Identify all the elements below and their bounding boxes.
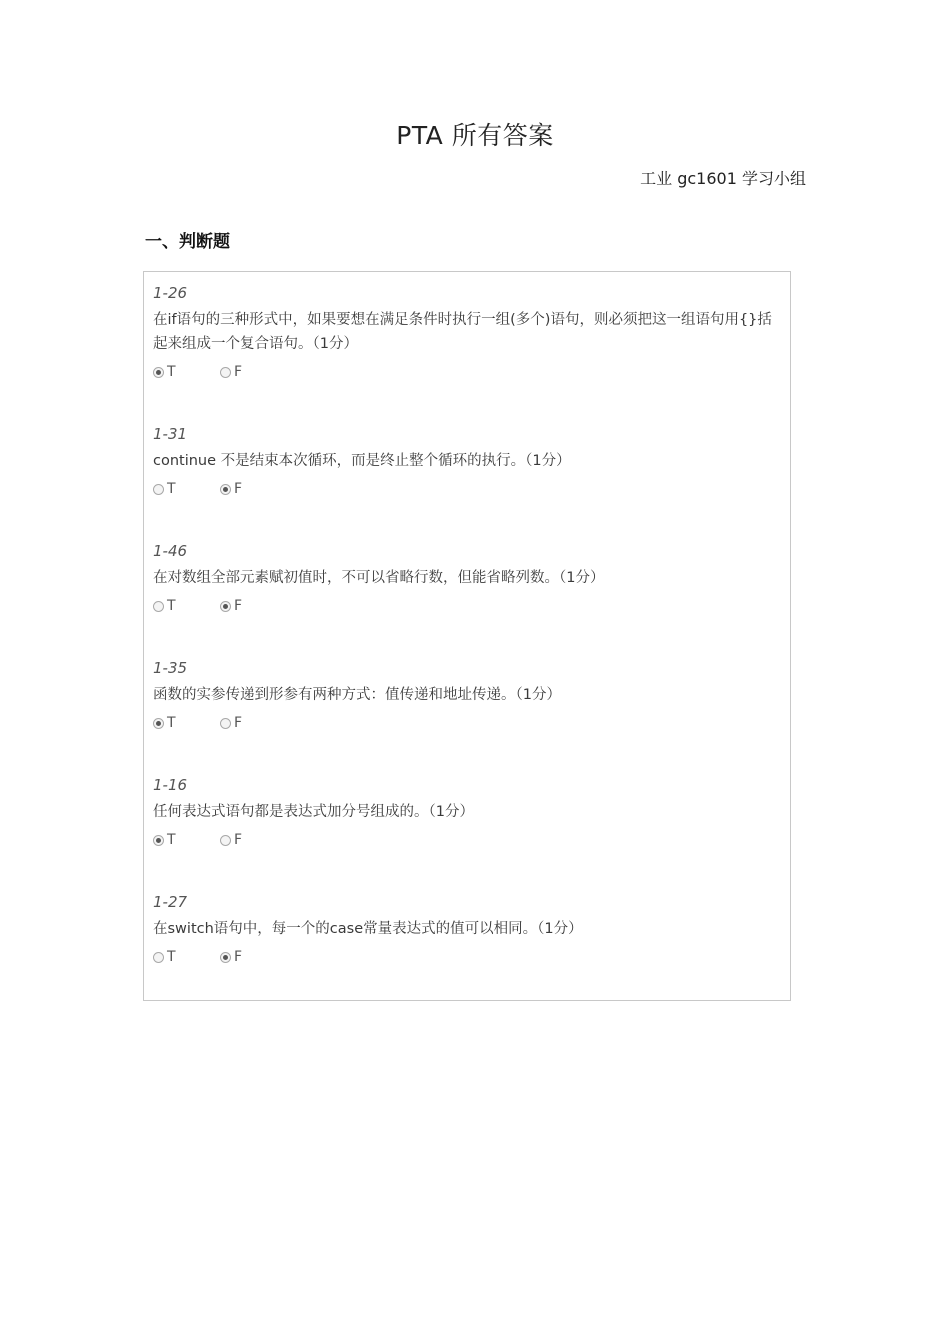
radio-false[interactable] (220, 601, 231, 612)
radio-true[interactable] (153, 601, 164, 612)
question-item (153, 891, 785, 969)
question-number: 1-31 (153, 425, 188, 443)
question-number: 1-27 (153, 893, 188, 911)
section-heading: 一、判断题 (145, 232, 230, 252)
radio-true[interactable] (153, 952, 164, 963)
question-text: 任何表达式语句都是表达式加分号组成的。（1分） (153, 804, 474, 820)
radio-false[interactable] (220, 952, 231, 963)
question-item (153, 540, 785, 618)
option-false[interactable] (220, 598, 242, 614)
option-false-label: F (234, 832, 243, 848)
option-false[interactable] (220, 949, 242, 965)
option-false[interactable] (220, 481, 242, 497)
option-true[interactable] (153, 832, 176, 848)
question-number: 1-35 (153, 659, 188, 677)
option-true-label: T (167, 481, 176, 497)
option-false[interactable] (220, 715, 242, 731)
answer-options (153, 364, 785, 384)
radio-true[interactable] (153, 484, 164, 495)
question-item (153, 774, 785, 852)
option-true[interactable] (153, 364, 176, 380)
question-text: 函数的实参传递到形参有两种方式：值传递和地址传递。（1分） (153, 687, 561, 703)
option-true[interactable] (153, 715, 176, 731)
answer-options (153, 949, 785, 969)
option-true-label: T (167, 949, 176, 965)
radio-false[interactable] (220, 835, 231, 846)
question-number: 1-46 (153, 542, 188, 560)
radio-false[interactable] (220, 718, 231, 729)
option-true-label: T (167, 598, 176, 614)
question-text: 在if语句的三种形式中，如果要想在满足条件时执行一组(多个)语句，则必须把这一组语句用{}括起来组成一个复合语句。（1分） (153, 312, 772, 352)
question-text: 在对数组全部元素赋初值时，不可以省略行数，但能省略列数。（1分） (153, 570, 605, 586)
option-true-label: T (167, 715, 176, 731)
option-false-label: F (234, 598, 243, 614)
question-text: 在switch语句中，每一个的case常量表达式的值可以相同。（1分） (153, 921, 583, 937)
option-true-label: T (167, 832, 176, 848)
answer-options (153, 832, 785, 852)
question-panel (143, 271, 791, 1001)
question-item (153, 423, 785, 501)
option-false-label: F (234, 481, 243, 497)
option-false-label: F (234, 364, 243, 380)
radio-false[interactable] (220, 484, 231, 495)
option-false-label: F (234, 949, 243, 965)
option-true[interactable] (153, 949, 176, 965)
question-text: continue 不是结束本次循环，而是终止整个循环的执行。（1分） (153, 453, 571, 469)
radio-false[interactable] (220, 367, 231, 378)
question-item (153, 282, 785, 384)
option-true[interactable] (153, 598, 176, 614)
option-false[interactable] (220, 832, 242, 848)
radio-true[interactable] (153, 367, 164, 378)
document-title: PTA 所有答案 (396, 121, 554, 150)
question-item (153, 657, 785, 735)
question-number: 1-26 (153, 284, 188, 302)
option-false-label: F (234, 715, 243, 731)
option-false[interactable] (220, 364, 242, 380)
answer-options (153, 598, 785, 618)
answer-options (153, 481, 785, 501)
option-true-label: T (167, 364, 176, 380)
document-author: 工业 gc1601 学习小组 (640, 169, 806, 188)
answer-options (153, 715, 785, 735)
radio-true[interactable] (153, 718, 164, 729)
option-true[interactable] (153, 481, 176, 497)
radio-true[interactable] (153, 835, 164, 846)
question-number: 1-16 (153, 776, 188, 794)
